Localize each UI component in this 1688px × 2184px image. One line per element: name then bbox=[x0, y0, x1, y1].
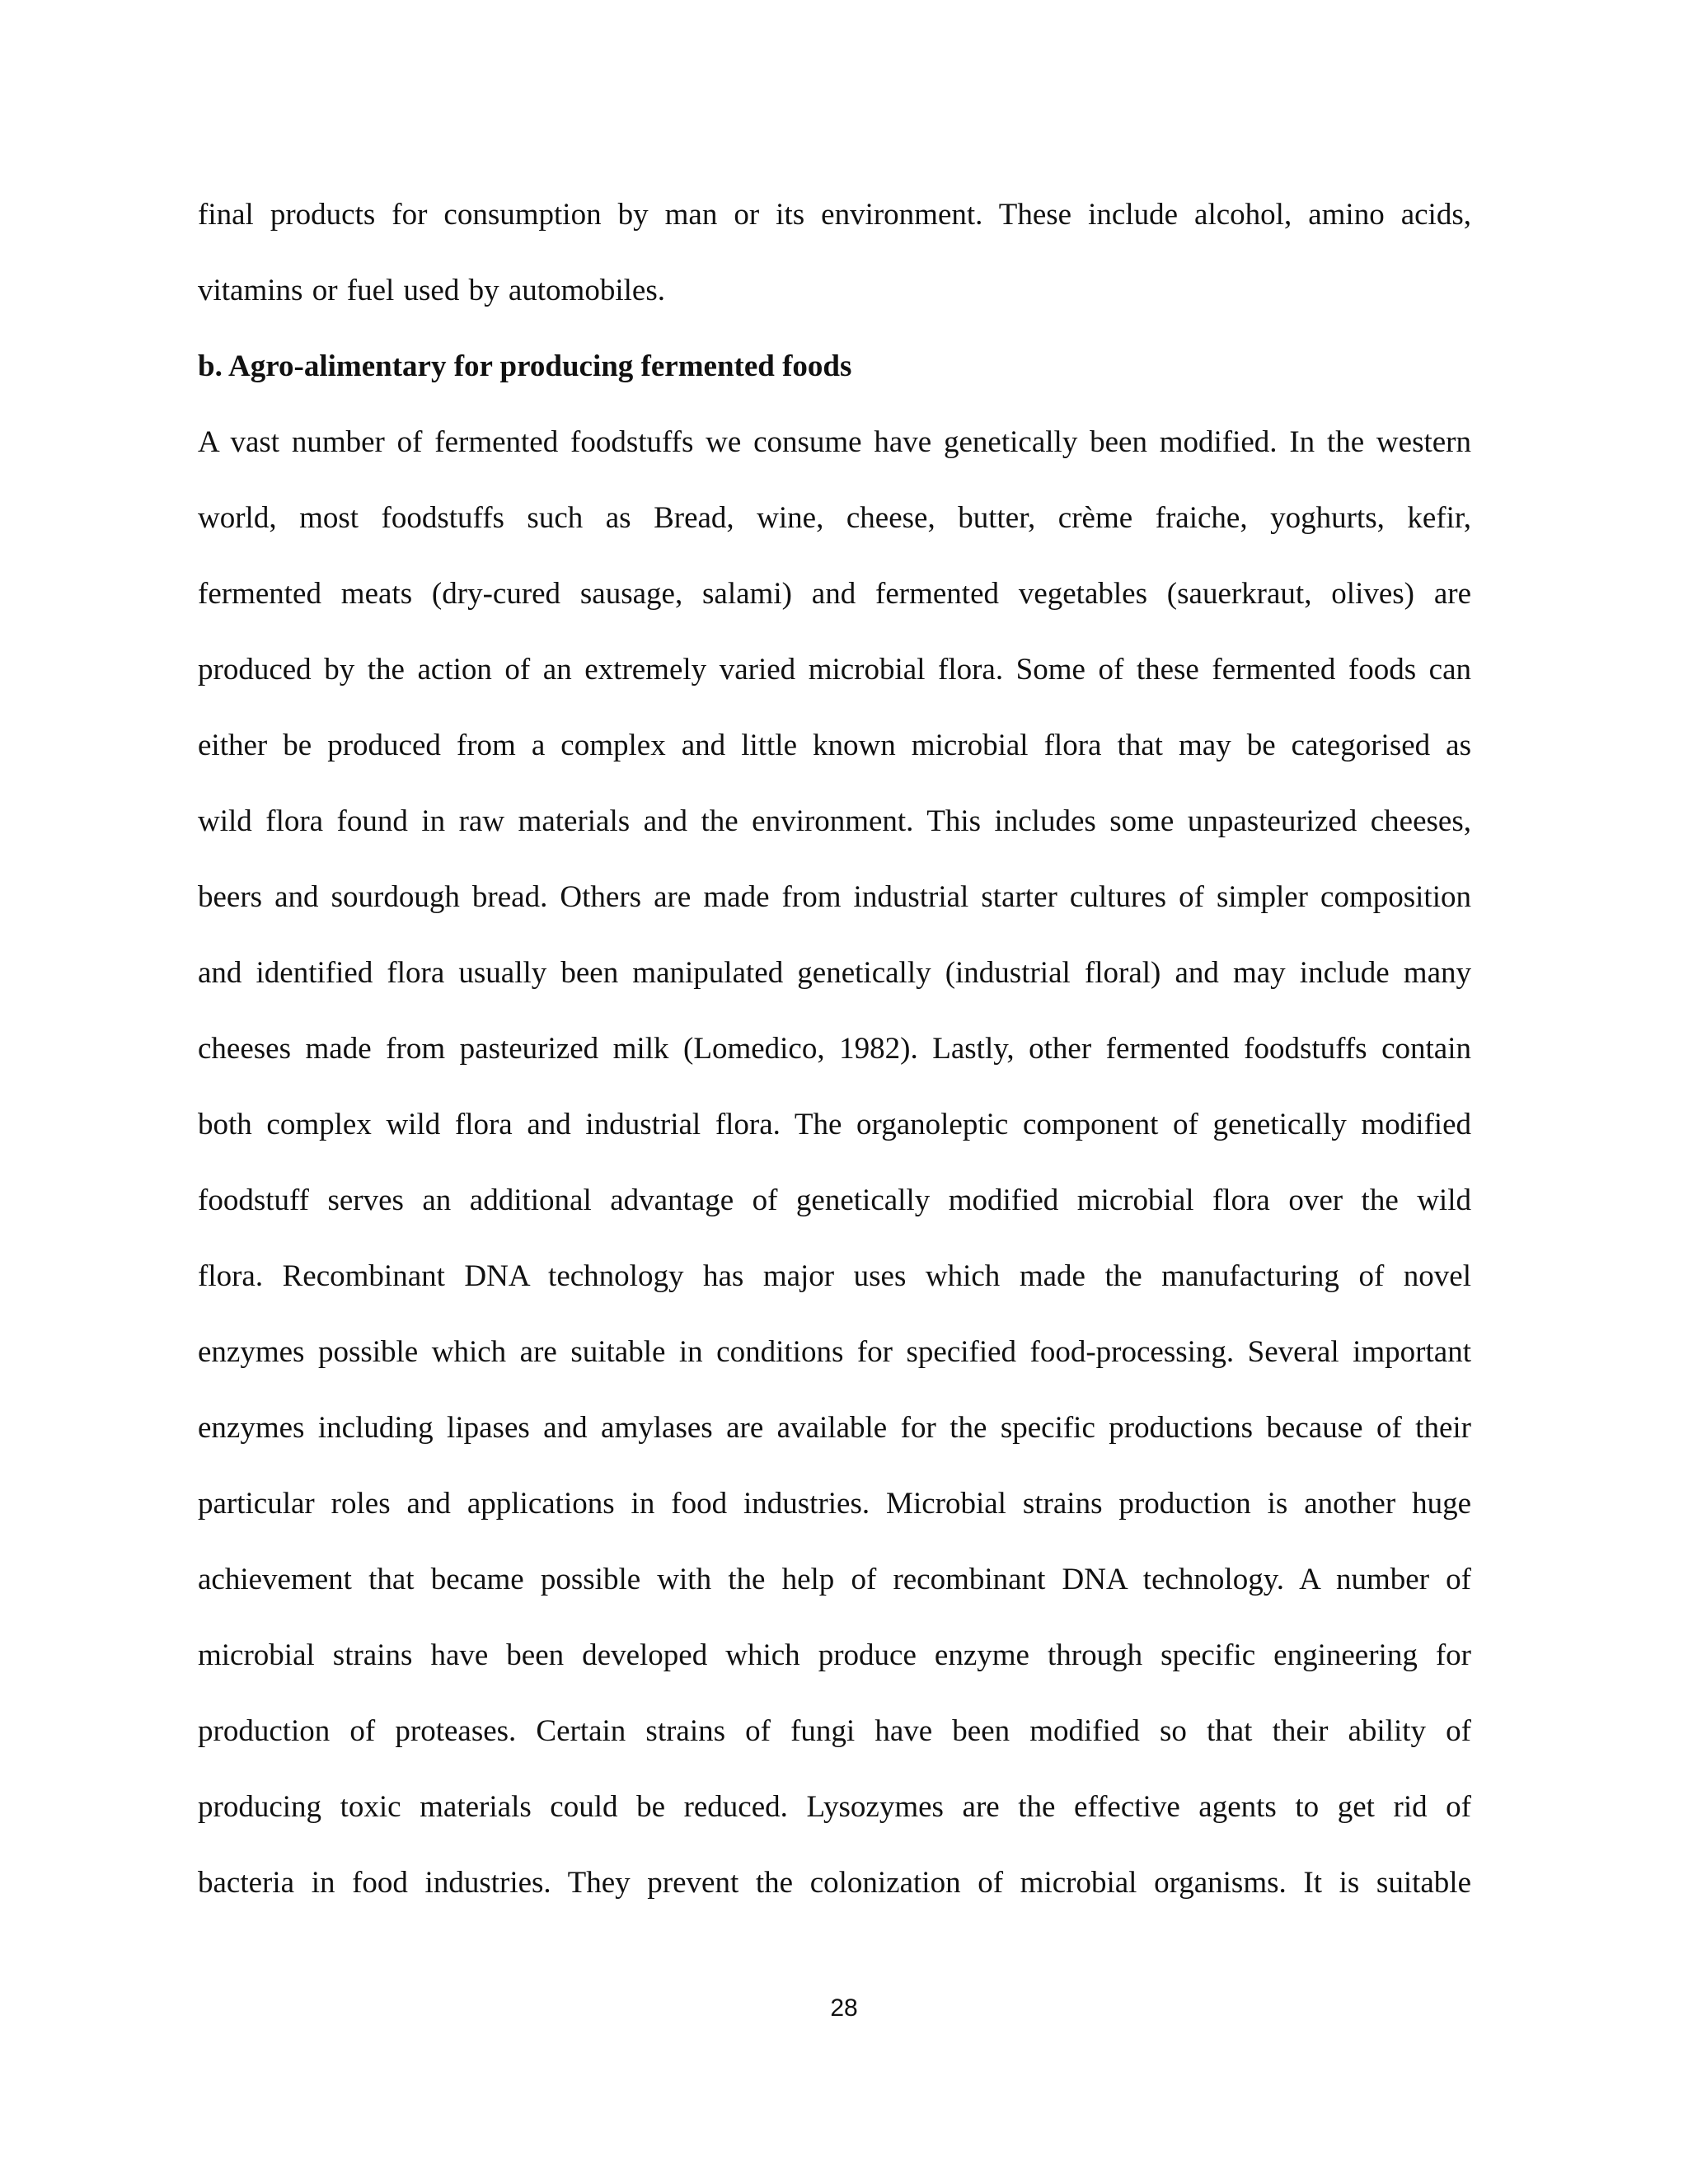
text-line: either be produced from a complex and little known microbial flora that may be categorised as bbox=[198, 729, 1471, 762]
text-line: A vast number of fermented foodstuffs we consume have genetically been modified. In the western bbox=[198, 425, 1471, 459]
text-line: enzymes including lipases and amylases are available for the specific productions because of their bbox=[198, 1411, 1471, 1445]
section-heading: b. Agro-alimentary for producing fermented foods bbox=[198, 349, 852, 383]
body-text bbox=[198, 190, 1471, 1934]
text-line: final products for consumption by man or its environment. These include alcohol, amino acids, bbox=[198, 198, 1471, 232]
text-line: beers and sourdough bread. Others are made from industrial starter cultures of simpler composition bbox=[198, 880, 1471, 914]
text-line: world, most foodstuffs such as Bread, wine, cheese, butter, crème fraiche, yoghurts, kefir, bbox=[198, 501, 1471, 535]
text-line: bacteria in food industries. They prevent the colonization of microbial organisms. It is suitable bbox=[198, 1866, 1471, 1900]
page-number: 28 bbox=[830, 1994, 858, 2022]
text-line: wild flora found in raw materials and the environment. This includes some unpasteurized cheeses, bbox=[198, 804, 1471, 838]
text-line: enzymes possible which are suitable in conditions for specified food-processing. Several important bbox=[198, 1335, 1471, 1369]
text-line: production of proteases. Certain strains of fungi have been modified so that their ability of bbox=[198, 1714, 1471, 1748]
text-line: cheeses made from pasteurized milk (Lomedico, 1982). Lastly, other fermented foodstuffs contain bbox=[198, 1032, 1471, 1066]
text-line: both complex wild flora and industrial flora. The organoleptic component of genetically modified bbox=[198, 1108, 1471, 1141]
text-line: foodstuff serves an additional advantage of genetically modified microbial flora over the wild bbox=[198, 1183, 1471, 1217]
text-line: produced by the action of an extremely varied microbial flora. Some of these fermented foods can bbox=[198, 653, 1471, 687]
text-line: producing toxic materials could be reduced. Lysozymes are the effective agents to get rid of bbox=[198, 1790, 1471, 1824]
text-line: flora. Recombinant DNA technology has major uses which made the manufacturing of novel bbox=[198, 1259, 1471, 1293]
text-line: vitamins or fuel used by automobiles. bbox=[198, 274, 665, 307]
text-line: and identified flora usually been manipulated genetically (industrial floral) and may include many bbox=[198, 956, 1471, 990]
text-line: achievement that became possible with the help of recombinant DNA technology. A number of bbox=[198, 1563, 1471, 1596]
text-line: microbial strains have been developed which produce enzyme through specific engineering for bbox=[198, 1638, 1471, 1672]
text-line: fermented meats (dry-cured sausage, salami) and fermented vegetables (sauerkraut, olives) are bbox=[198, 577, 1471, 611]
text-line: particular roles and applications in food industries. Microbial strains production is another huge bbox=[198, 1487, 1471, 1521]
